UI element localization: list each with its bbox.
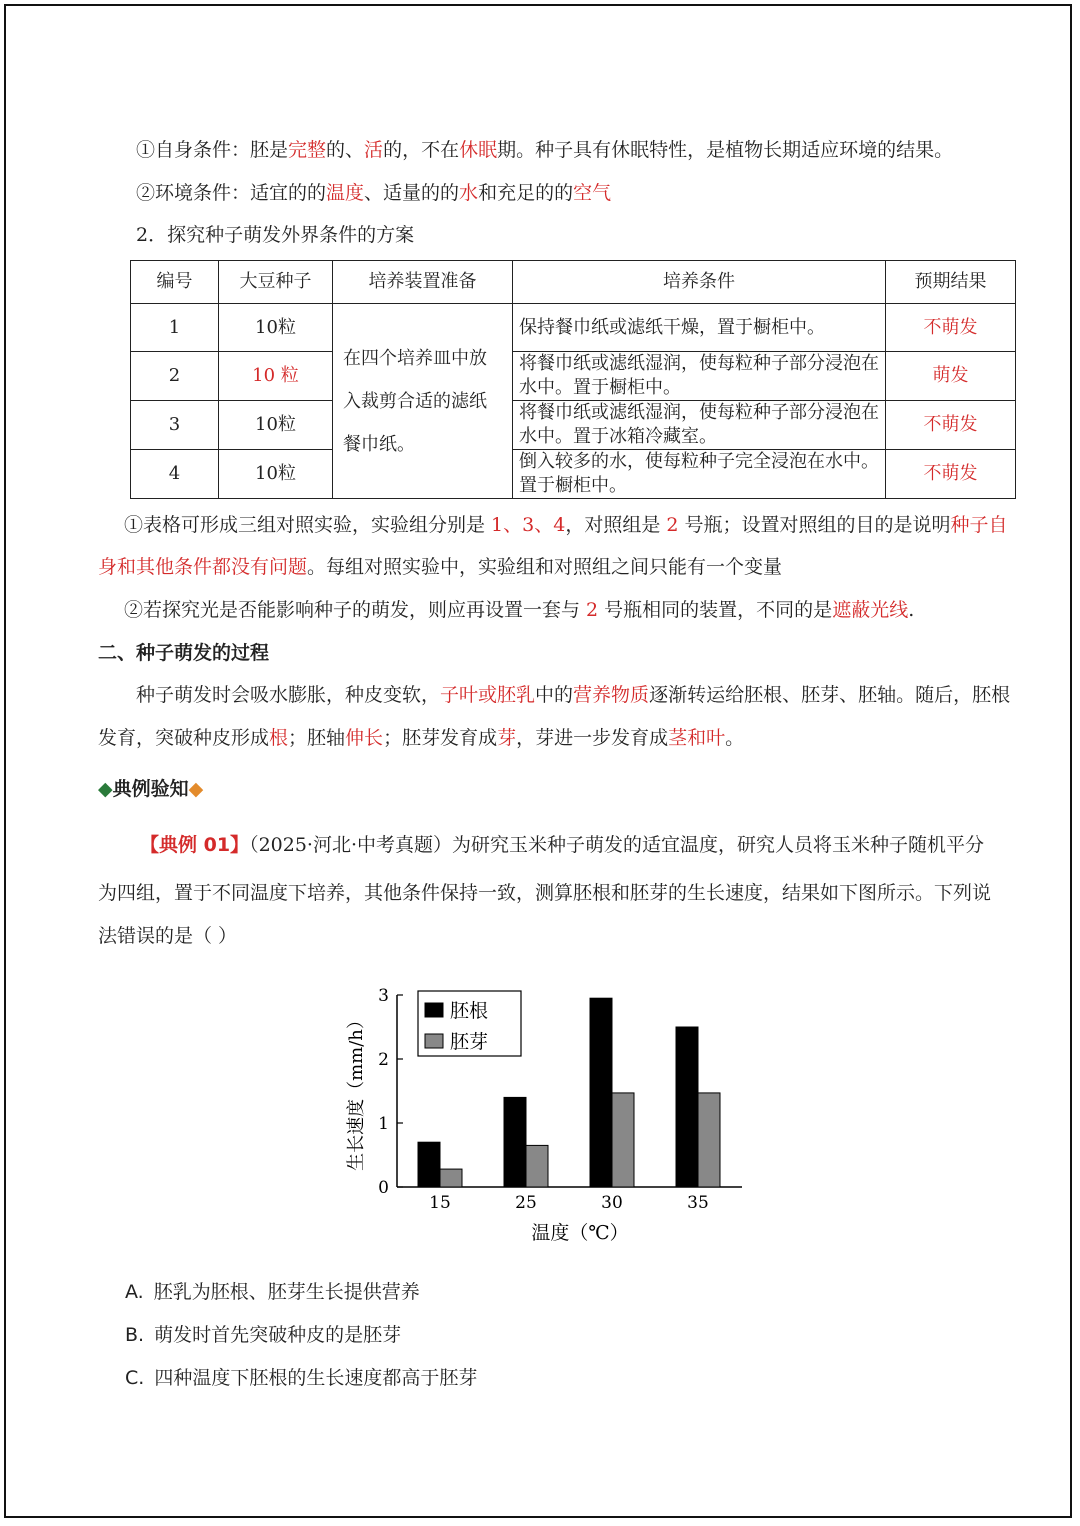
y-tick-label: 0 <box>378 1178 389 1198</box>
header-condition: 培养条件 <box>513 261 886 304</box>
diamond-orange-icon: ◆ <box>188 778 204 800</box>
bar-胚芽 <box>698 1093 720 1187</box>
x-axis-title: 温度（℃） <box>531 1222 629 1244</box>
header-seeds: 大豆种子 <box>219 261 333 304</box>
cell-id: 4 <box>131 450 219 499</box>
cell-seeds: 10 粒 <box>219 352 333 401</box>
option-a[interactable]: A. 胚乳为胚根、胚芽生长提供营养 <box>125 1281 420 1303</box>
y-tick-label: 3 <box>378 986 389 1006</box>
cell-seeds: 10粒 <box>219 304 333 352</box>
cell-id: 3 <box>131 401 219 450</box>
table-header-row <box>131 261 1016 304</box>
analysis-control: ①表格可形成三组对照实验，实验组分别是 1、3、4，对照组是 2 号瓶；设置对照组的目的是说明种子自 <box>124 514 1008 536</box>
cell-condition: 倒入较多的水，使每粒种子完全浸泡在水中。置于橱柜中。 <box>513 450 886 499</box>
table-row <box>131 352 1016 401</box>
y-axis-title: 生长速度（mm/h） <box>346 1011 367 1171</box>
cell-result: 不萌发 <box>886 304 1016 352</box>
table-row <box>131 304 1016 352</box>
diamond-green-icon: ◆ <box>98 778 113 800</box>
x-tick-label: 30 <box>601 1193 623 1213</box>
legend-label: 胚根 <box>450 1000 489 1022</box>
condition-self: ①自身条件：胚是完整的、活的，不在休眠期。种子具有休眠特性，是植物长期适应环境的结果。 <box>136 139 954 161</box>
bar-胚根 <box>590 998 612 1187</box>
example-line-3: 法错误的是（ ） <box>98 925 238 947</box>
legend-swatch <box>425 1003 443 1017</box>
example-section-title: ◆典例验知◆ <box>98 778 204 800</box>
cell-result: 萌发 <box>886 352 1016 401</box>
x-tick-label: 15 <box>429 1193 451 1213</box>
option-b[interactable]: B. 萌发时首先突破种皮的是胚芽 <box>125 1324 402 1346</box>
example-line-2: 为四组，置于不同温度下培养，其他条件保持一致，测算胚根和胚芽的生长速度，结果如下图所示。下列说 <box>98 882 992 904</box>
x-tick-label: 35 <box>687 1193 709 1213</box>
process-text-1: 种子萌发时会吸水膨胀，种皮变软，子叶或胚乳中的营养物质逐渐转运给胚根、胚芽、胚轴。随后，胚根 <box>136 684 1011 706</box>
cell-condition: 保持餐巾纸或滤纸干燥，置于橱柜中。 <box>513 304 886 352</box>
cell-result: 不萌发 <box>886 401 1016 450</box>
table-row <box>131 401 1016 450</box>
cell-result: 不萌发 <box>886 450 1016 499</box>
bar-胚根 <box>418 1142 440 1187</box>
bar-胚根 <box>504 1097 526 1187</box>
growth-rate-chart <box>340 985 760 1245</box>
table-row <box>131 450 1016 499</box>
condition-environment: ②环境条件：适宜的的温度、适量的的水和充足的的空气 <box>136 182 612 204</box>
cell-seeds: 10粒 <box>219 450 333 499</box>
header-prep: 培养装置准备 <box>333 261 513 304</box>
bar-胚根 <box>676 1027 698 1187</box>
bar-胚芽 <box>612 1093 634 1187</box>
legend-swatch <box>425 1034 443 1048</box>
example-tag: 【典例 01】 <box>140 834 250 856</box>
cell-condition: 将餐巾纸或滤纸湿润，使每粒种子部分浸泡在水中。置于冰箱冷藏室。 <box>513 401 886 450</box>
legend-label: 胚芽 <box>450 1031 489 1053</box>
section-title-process: 二、种子萌发的过程 <box>98 642 270 664</box>
process-text-2: 发育，突破种皮形成根；胚轴伸长；胚芽发育成芽，芽进一步发育成茎和叶。 <box>98 727 745 749</box>
cell-prep: 在四个培养皿中放入裁剪合适的滤纸餐巾纸。 <box>333 304 513 499</box>
cell-id: 2 <box>131 352 219 401</box>
bar-胚芽 <box>526 1145 548 1187</box>
header-result: 预期结果 <box>886 261 1016 304</box>
bar-胚芽 <box>440 1169 462 1187</box>
experiment-table <box>130 260 1016 499</box>
cell-seeds: 10粒 <box>219 401 333 450</box>
plan-title: 2．探究种子萌发外界条件的方案 <box>136 224 415 246</box>
example-line-1: 【典例 01】（2025·河北·中考真题）为研究玉米种子萌发的适宜温度，研究人员将玉米种子随机平分 <box>140 834 984 856</box>
cell-condition: 将餐巾纸或滤纸湿润，使每粒种子部分浸泡在水中。置于橱柜中。 <box>513 352 886 401</box>
y-tick-label: 1 <box>378 1114 389 1134</box>
y-tick-label: 2 <box>378 1050 389 1070</box>
option-c[interactable]: C. 四种温度下胚根的生长速度都高于胚芽 <box>125 1367 478 1389</box>
analysis-control-cont: 身和其他条件都没有问题。每组对照实验中，实验组和对照组之间只能有一个变量 <box>98 556 783 578</box>
analysis-light: ②若探究光是否能影响种子的萌发，则应再设置一套与 2 号瓶相同的装置，不同的是遮蔽光线. <box>124 599 915 621</box>
header-id: 编号 <box>131 261 219 304</box>
cell-id: 1 <box>131 304 219 352</box>
x-tick-label: 25 <box>515 1193 537 1213</box>
